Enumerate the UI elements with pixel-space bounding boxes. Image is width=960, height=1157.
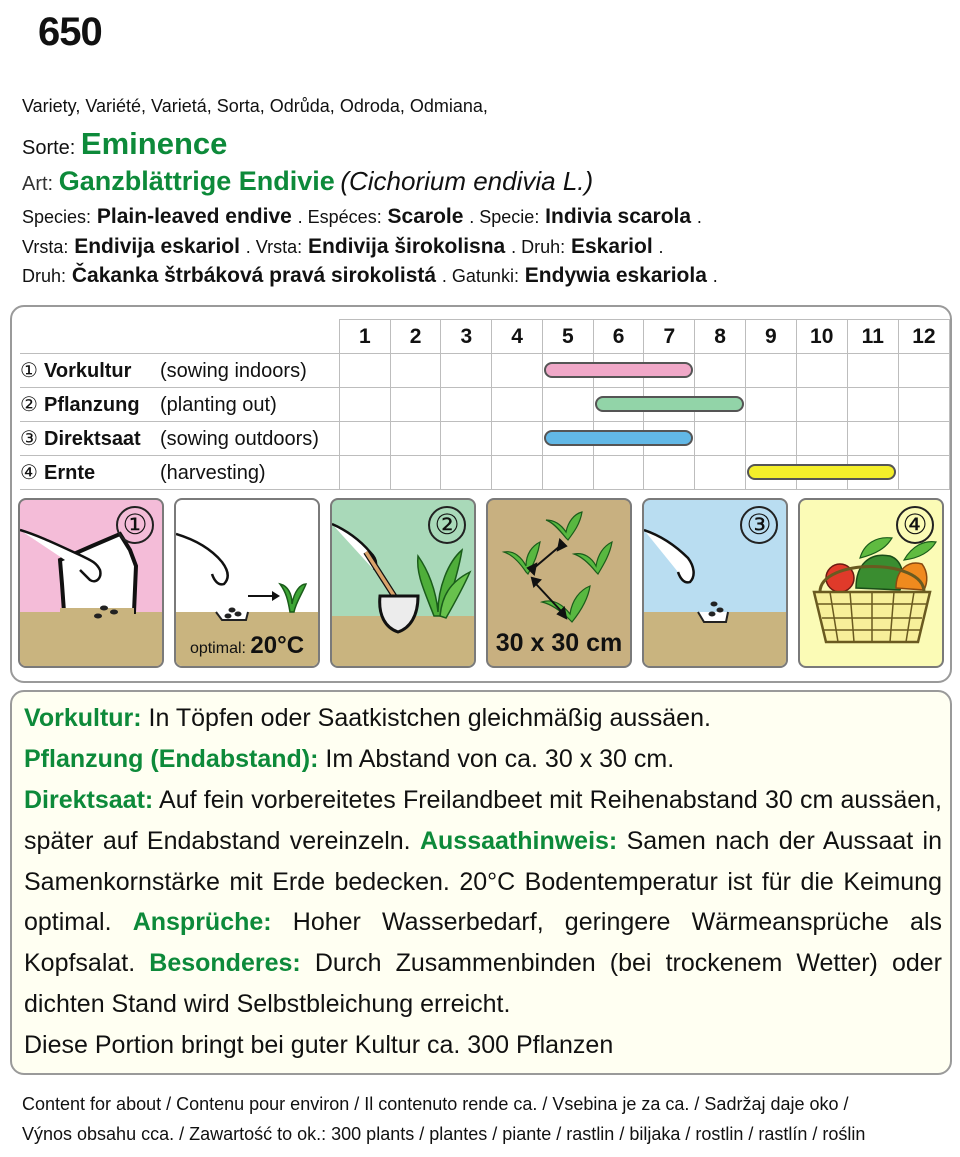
tile-sowing-indoors bbox=[18, 498, 164, 668]
calendar-row bbox=[20, 354, 950, 388]
species-label: . Espéces: bbox=[297, 207, 382, 227]
footer-line-1: Content for about / Contenu pour environ / Il contenuto rende ca. / Vsebina je za ca. / Sadržaj daje oko / bbox=[22, 1094, 849, 1114]
species-label: . Gatunki: bbox=[441, 266, 519, 286]
variety-name: Eminence bbox=[80, 126, 228, 161]
species-label: . Specie: bbox=[469, 207, 540, 227]
sorte-label: Sorte: bbox=[22, 137, 76, 159]
species-label: . bbox=[658, 237, 664, 257]
period-bar bbox=[747, 464, 896, 480]
species-label: Vrsta: bbox=[22, 237, 69, 257]
step-description: (planting out) bbox=[160, 394, 277, 416]
species-label: . Druh: bbox=[511, 237, 566, 257]
instruction-direktsaat: Direktsaat: Auf fein vorbereitetes Freilandbeet mit Reihenabstand 30 cm aussäen, später auf Endabstand vereinzeln. Aussaathinweis: Samen nach der Aussaat in Samenkornstärke mit Erde bedecken. 20°C Bodentemperatur ist für die Keimung optimal. Ansprüche: Hoher Wasserbedarf, geringere Wärmeansprüche als Kopfsalat. Besonderes: Durch Zusammenbinden (bei trockenem Wetter) oder dichten Stand wird Selbstbleichung erreicht. bbox=[24, 786, 943, 1018]
period-bar bbox=[544, 362, 693, 378]
species-value: Plain-leaved endive bbox=[96, 205, 292, 228]
tile-sowing-outdoors bbox=[642, 498, 788, 668]
month-label: 6 bbox=[593, 320, 644, 354]
tile-spacing bbox=[486, 498, 632, 668]
calendar-row bbox=[20, 422, 950, 456]
step-3-badge: ③ bbox=[740, 506, 778, 544]
step-term: Ernte bbox=[44, 462, 96, 484]
month-label: 11 bbox=[847, 320, 898, 354]
step-term: Vorkultur bbox=[44, 360, 132, 382]
month-label: 8 bbox=[695, 320, 746, 354]
species-label: . Vrsta: bbox=[245, 237, 303, 257]
species-line-3 bbox=[22, 264, 942, 288]
species-label: Species: bbox=[22, 207, 92, 227]
month-label: 12 bbox=[898, 320, 949, 354]
step-description: (sowing outdoors) bbox=[160, 428, 319, 450]
step-number: ① bbox=[20, 360, 38, 382]
species-value: Endivija eskariol bbox=[74, 235, 240, 258]
step-number: ④ bbox=[20, 462, 38, 484]
instruction-pflanzung: Pflanzung (Endabstand): Im Abstand von ca. 30 x 30 cm. bbox=[24, 745, 675, 773]
latin-name: (Cichorium endivia L.) bbox=[340, 166, 594, 196]
period-bar bbox=[595, 396, 744, 412]
footer-line-2: Výnos obsahu cca. / Zawartość to ok.: 300 plants / plantes / piante / rastlin / biljaka / rostlin / rastlín / roślin bbox=[22, 1124, 866, 1144]
species-value: Endywia eskariola bbox=[524, 264, 707, 287]
period-bar bbox=[544, 430, 693, 446]
species-value: Scarole bbox=[387, 205, 464, 228]
art-line bbox=[22, 166, 942, 197]
temp-label: optimal: bbox=[189, 640, 246, 657]
species-name: Ganzblättrige Endivie bbox=[58, 166, 335, 196]
calendar-row bbox=[20, 388, 950, 422]
month-label: 3 bbox=[441, 320, 492, 354]
species-value: Indivia scarola bbox=[545, 205, 692, 228]
month-label: 4 bbox=[492, 320, 543, 354]
spacing-caption: 30 x 30 cm bbox=[495, 629, 623, 657]
step-term: Pflanzung bbox=[44, 394, 140, 416]
variety-line: Variety, Variété, Varietá, Sorta, Odrůda, Odroda, Odmiana, bbox=[22, 96, 488, 116]
tile-harvesting bbox=[798, 498, 944, 668]
tile-germination bbox=[174, 498, 320, 668]
product-code: 650 bbox=[38, 10, 102, 54]
tile-planting-out bbox=[330, 498, 476, 668]
temp-value: 20°C bbox=[250, 632, 305, 659]
species-label: . bbox=[712, 266, 718, 286]
month-label: 10 bbox=[796, 320, 847, 354]
month-label: 1 bbox=[339, 320, 390, 354]
species-value: Endivija širokolisna bbox=[308, 235, 506, 258]
step-description: (sowing indoors) bbox=[160, 360, 307, 382]
month-label: 5 bbox=[542, 320, 593, 354]
step-term: Direktsaat bbox=[44, 428, 141, 450]
species-line-1 bbox=[22, 205, 942, 229]
step-number: ② bbox=[20, 394, 38, 416]
step-1-badge: ① bbox=[116, 506, 154, 544]
month-label: 2 bbox=[390, 320, 441, 354]
species-value: Čakanka štrbáková pravá sirokolistá bbox=[71, 264, 437, 287]
species-value: Eskariol bbox=[570, 235, 653, 258]
month-header-row bbox=[20, 320, 950, 354]
instruction-vorkultur: Vorkultur: In Töpfen oder Saatkistchen gleichmäßig aussäen. bbox=[24, 704, 711, 732]
month-label: 7 bbox=[644, 320, 695, 354]
step-number: ③ bbox=[20, 428, 38, 450]
art-label: Art: bbox=[22, 173, 54, 195]
step-2-badge: ② bbox=[428, 506, 466, 544]
temperature-caption bbox=[176, 632, 318, 660]
month-label: 9 bbox=[745, 320, 796, 354]
species-label: . bbox=[696, 207, 702, 227]
step-4-badge: ④ bbox=[896, 506, 934, 544]
sorte-line bbox=[22, 126, 942, 162]
species-label: Druh: bbox=[22, 266, 67, 286]
cultivation-instructions bbox=[10, 690, 952, 1075]
instruction-portion: Diese Portion bringt bei guter Kultur ca. 300 Pflanzen bbox=[24, 1031, 614, 1059]
species-line-2 bbox=[22, 235, 942, 259]
step-description: (harvesting) bbox=[160, 462, 266, 484]
